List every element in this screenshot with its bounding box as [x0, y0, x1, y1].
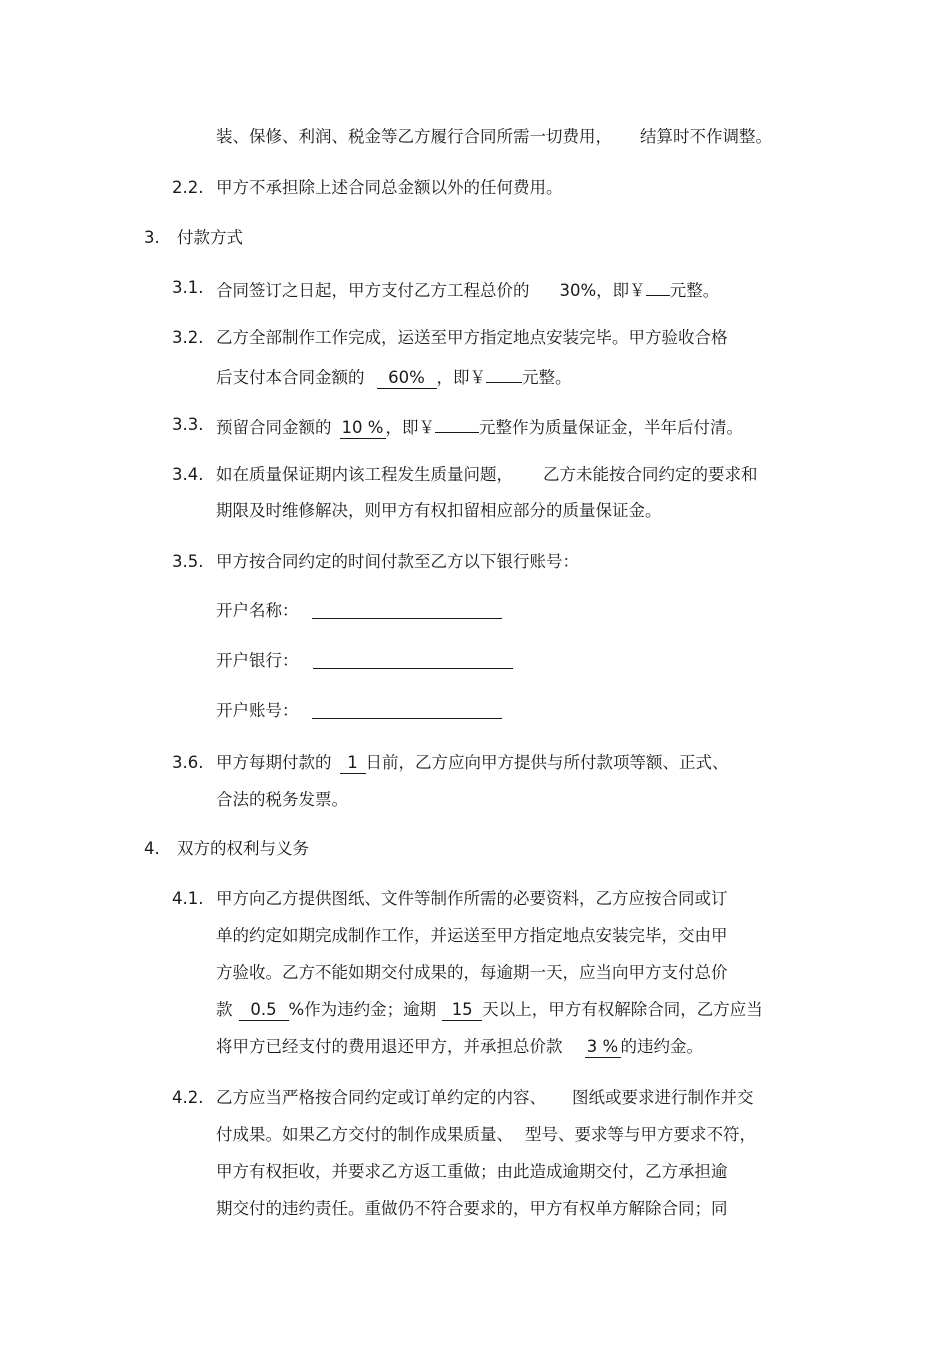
clause-3-4-line-1: 如在质量保证期内该工程发生质量问题， 乙方未能按合同约定的要求和 [216, 465, 758, 484]
clause-number: 3.2. [172, 328, 204, 347]
account-name-row [216, 600, 299, 622]
penalty-percent-field: 3 % [585, 1037, 621, 1058]
clause-3-2-line-1: 乙方全部制作工作完成，运送至甲方指定地点安装完毕。甲方验收合格 [216, 328, 728, 347]
overdue-days-field: 15 [442, 1000, 482, 1021]
clause-4-1-line-4: 款 0.5 %作为违约金；逾期 15 天以上，甲方有权解除合同，乙方应当 [216, 1000, 763, 1019]
account-number-blank [312, 718, 502, 719]
section-number: 3. [144, 228, 160, 247]
clause-number: 4.2. [172, 1088, 204, 1107]
clause-4-2-line-3: 甲方有权拒收，并要求乙方返工重做；由此造成逾期交付，乙方承担逾 [216, 1162, 728, 1181]
clause-number: 3.5. [172, 552, 204, 571]
amount-blank [646, 277, 670, 296]
clause-3-6-line-2: 合法的税务发票。 [216, 790, 348, 809]
clause-2-2-text: 甲方不承担除上述合同总金额以外的任何费用。 [216, 178, 563, 197]
account-name-blank [312, 618, 502, 619]
clause-4-2-line-4: 期交付的违约责任。重做仍不符合要求的，甲方有权单方解除合同；同 [216, 1199, 728, 1218]
clause-number: 3.4. [172, 465, 204, 484]
clause-number: 2.2. [172, 178, 204, 197]
amount-blank [486, 364, 522, 383]
clause-4-1-line-5: 将甲方已经支付的费用退还甲方，并承担总价款 3 % 的违约金。 [216, 1037, 703, 1056]
bank-name-label: 开户银行： [216, 651, 299, 670]
bank-name-blank [313, 668, 513, 669]
account-number-label: 开户账号： [216, 701, 299, 720]
amount-blank [435, 414, 479, 433]
section-3-title: 付款方式 [177, 228, 243, 247]
clause-4-1-line-1: 甲方向乙方提供图纸、文件等制作所需的必要资料，乙方应按合同或订 [216, 889, 728, 908]
clause-4-2-line-2: 付成果。如果乙方交付的制作成果质量、 型号、要求等与甲方要求不符， [216, 1125, 756, 1144]
account-number-row [216, 700, 299, 722]
percentage-field: 60% [377, 368, 437, 389]
clause-3-1-text: 合同签订之日起，甲方支付乙方工程总价的 30%，即￥ 元整。 [216, 277, 719, 302]
section-number: 4. [144, 839, 160, 858]
clause-3-2-line-2: 后支付本合同金额的 60% ，即￥ 元整。 [216, 364, 572, 389]
clause-3-6-line-1: 甲方每期付款的 1 日前，乙方应向甲方提供与所付款项等额、正式、 [216, 753, 729, 772]
clause-4-1-line-3: 方验收。乙方不能如期交付成果的，每逾期一天，应当向甲方支付总价 [216, 963, 728, 982]
clause-number: 3.6. [172, 753, 204, 772]
section-4-title: 双方的权利与义务 [177, 839, 309, 858]
days-field: 1 [340, 753, 366, 774]
clause-4-2-line-1: 乙方应当严格按合同约定或订单约定的内容、 图纸或要求进行制作并交 [216, 1088, 754, 1107]
clause-number: 3.1. [172, 278, 204, 297]
clause-4-1-line-2: 单的约定如期完成制作工作，并运送至甲方指定地点安装完毕，交由甲 [216, 926, 728, 945]
clause-3-4-line-2: 期限及时维修解决，则甲方有权扣留相应部分的质量保证金。 [216, 501, 662, 520]
clause-3-5-text: 甲方按合同约定的时间付款至乙方以下银行账号： [216, 552, 579, 571]
clause-3-3-text: 预留合同金额的 10 % ，即￥ 元整作为质量保证金，半年后付清。 [216, 414, 743, 439]
clause-number: 3.3. [172, 415, 204, 434]
penalty-rate-field: 0.5 [239, 1000, 289, 1021]
bank-name-row [216, 650, 299, 672]
clause-2-1-continuation: 装、保修、利润、税金等乙方履行合同所需一切费用， 结算时不作调整。 [216, 127, 772, 146]
percentage-field: 10 % [340, 418, 386, 439]
account-name-label: 开户名称： [216, 601, 299, 620]
clause-number: 4.1. [172, 889, 204, 908]
